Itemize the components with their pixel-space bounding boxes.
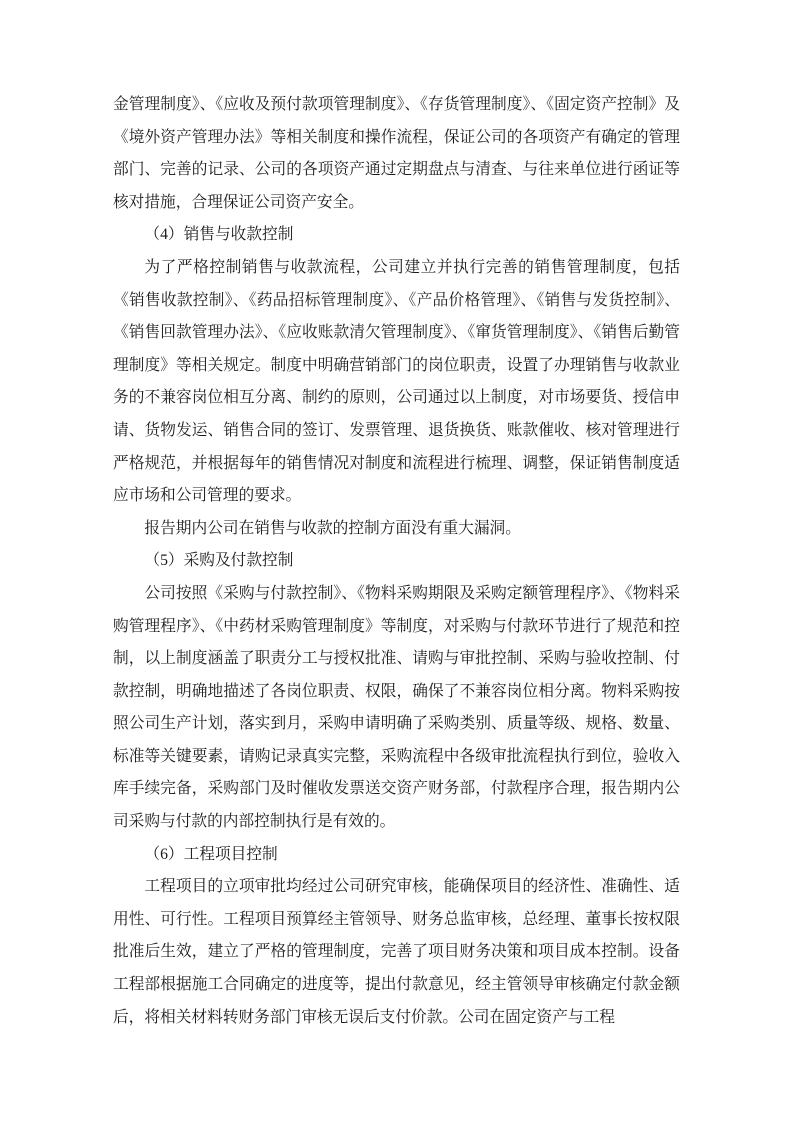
paragraph-asset-safety-continued: 金管理制度》、《应收及预付款项管理制度》、《存货管理制度》、《固定资产控制》及《境外资产管理办法》等相关制度和操作流程，保证公司的各项资产有确定的管理部门、完善的记录、公司的各项资产通过定期盘点与清查、与往来单位进行函证等核对措施，合理保证公司资产安全。 — [113, 96, 680, 211]
paragraph-procurement-payment-detail: 公司按照《采购与付款控制》、《物料采购期限及采购定额管理程序》、《物料采购管理程序》、《中药材采购管理制度》等制度，对采购与付款环节进行了规范和控制，以上制度涵盖了职责分工与授权批准、请购与审批控制、采购与验收控制、付款控制，明确地描述了各岗位职责、权限，确保了不兼容岗位相分离。物料采购按照公司生产计划，落实到月，采购申请明确了采购类别、质量等级、规格、数量、标准等关键要素，请购记录真实完整，采购流程中各级审批流程执行到位，验收入库手续完备，采购部门及时催收发票送交资产财务部，付款程序合理，报告期内公司采购与付款的内部控制执行是有效的。 — [113, 584, 680, 831]
heading-procurement-and-payment-control: （5）采购及付款控制 — [144, 552, 294, 570]
heading-sales-and-collection-control: （4）销售与收款控制 — [144, 226, 294, 244]
paragraph-engineering-project-detail: 工程项目的立项审批均经过公司研究审核，能确保项目的经济性、准确性、适用性、可行性。工程项目预算经主管领导、财务总监审核，总经理、董事长按权限批准后生效，建立了严格的管理制度，完善了项目财务决策和项目成本控制。设备工程部根据施工合同确定的进度等，提出付款意见，经主管领导审核确定付款金额后，将相关材料转财务部门审核无误后支付价款。公司在固定资产与工程 — [113, 878, 680, 1026]
paragraph-sales-collection-conclusion: 报告期内公司在销售与收款的控制方面没有重大漏洞。 — [144, 519, 521, 537]
heading-engineering-project-control: （6）工程项目控制 — [144, 845, 278, 863]
document-text-block — [113, 89, 680, 1034]
paragraph-sales-collection-detail: 为了严格控制销售与收款流程，公司建立并执行完善的销售管理制度，包括《销售收款控制》、《药品招标管理制度》、《产品价格管理》、《销售与发货控制》、《销售回款管理办法》、《应收账款清欠管理制度》、《窜货管理制度》、《销售后勤管理制度》等相关规定。制度中明确营销部门的岗位职责，设置了办理销售与收款业务的不兼容岗位相互分离、制约的原则，公司通过以上制度，对市场要货、授信申请、货物发运、销售合同的签订、发票管理、退货换货、账款催收、核对管理进行严格规范，并根据每年的销售情况对制度和流程进行梳理、调整，保证销售制度适应市场和公司管理的要求。 — [113, 258, 680, 505]
